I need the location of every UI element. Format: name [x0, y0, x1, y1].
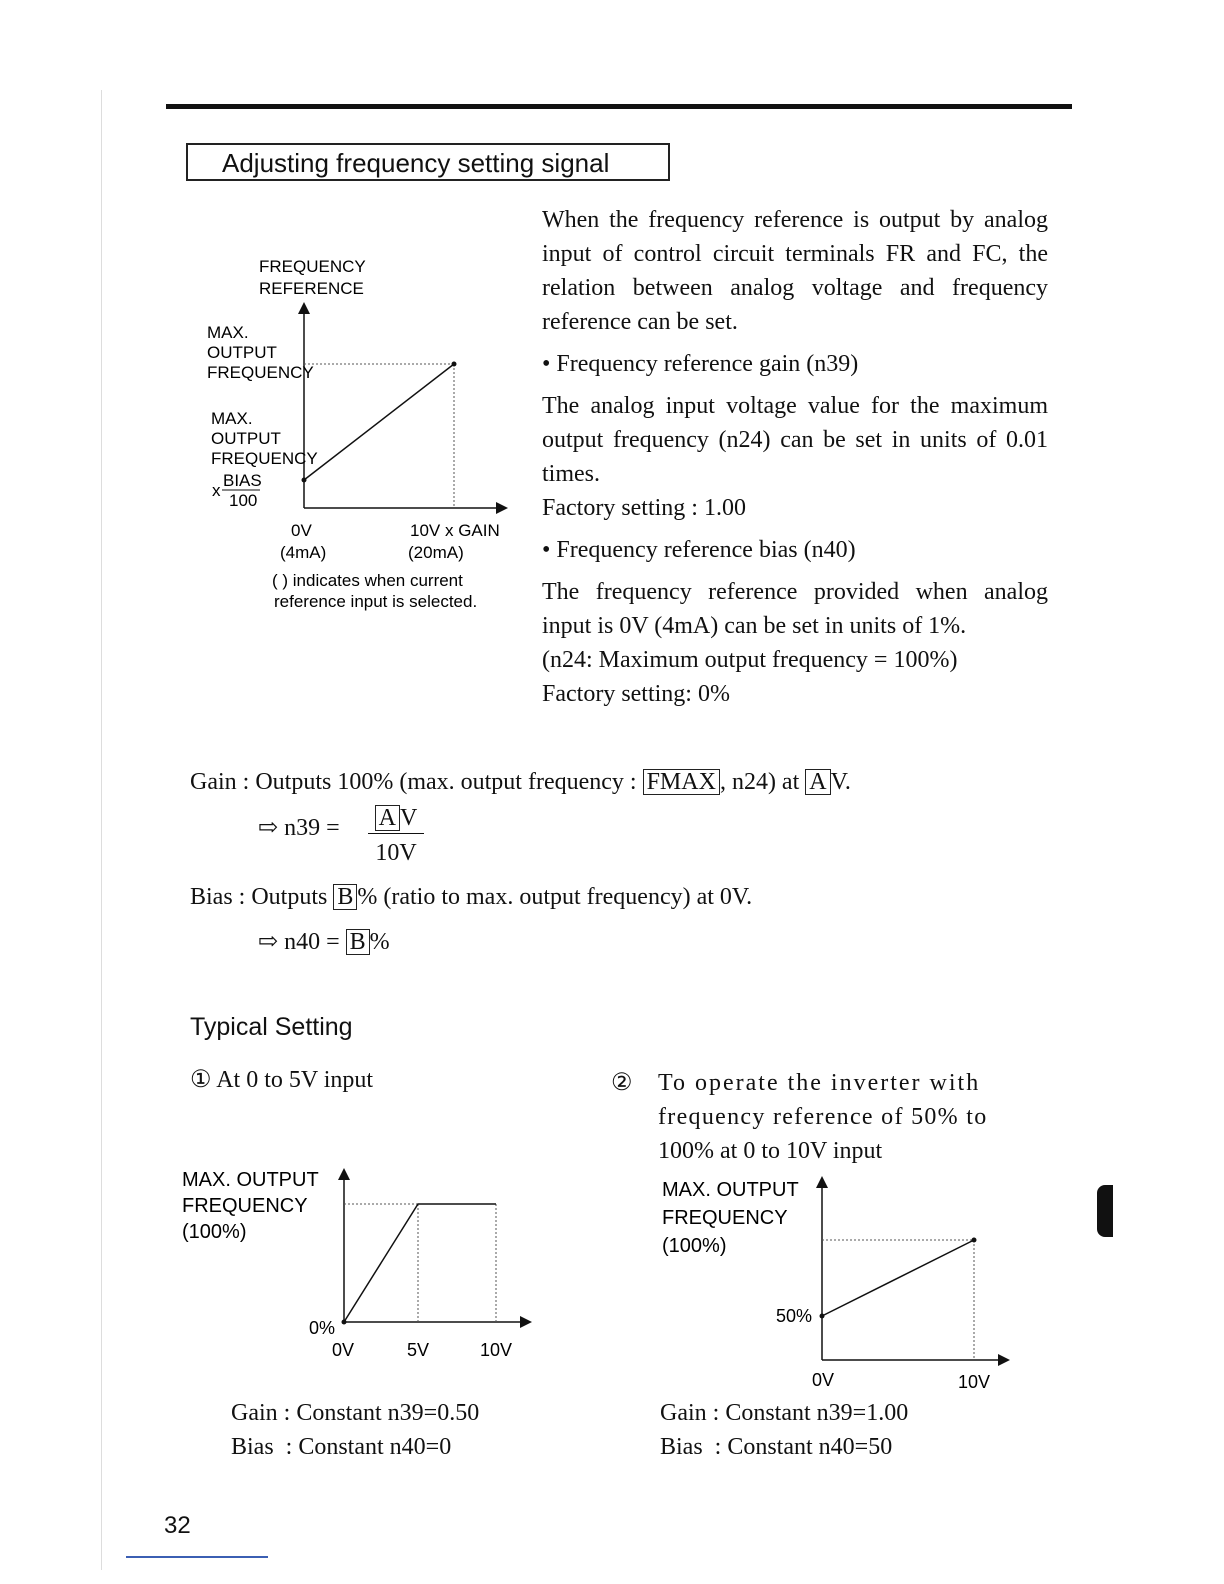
bottom-rule: [126, 1556, 268, 1558]
example-1-title: ① At 0 to 5V input: [190, 1067, 374, 1093]
typical-setting-heading: Typical Setting: [190, 1013, 353, 1041]
ex1-y-label-3: (100%): [182, 1221, 247, 1243]
max-label-3: FREQUENCY: [207, 363, 314, 382]
n39-formula: [258, 811, 340, 845]
intro-paragraph: When the frequency reference is output by analog input of control circuit terminals FR and FC, the relation between analog voltage and frequency reference can be set.: [542, 207, 1048, 335]
reference-line: [304, 364, 454, 480]
bias-formula-line: [190, 880, 752, 914]
y-axis-title-1: FREQUENCY: [259, 257, 366, 276]
n39-label: n39 =: [284, 815, 340, 841]
description-column: [542, 203, 1048, 711]
x-label-10v-gain: 10V x GAIN: [410, 521, 500, 540]
ex2-max-point: [972, 1238, 977, 1243]
ex2-bias-point: [820, 1314, 825, 1319]
example-2-title-line-3: 100% at 0 to 10V input: [658, 1138, 883, 1164]
example-2-title-line-1: To operate the inverter with: [658, 1070, 981, 1096]
gain-line-text-3: V.: [830, 769, 851, 795]
gain-line-text-2: , n24) at: [719, 769, 806, 795]
example-2-number: ②: [611, 1070, 633, 1096]
x-label-0v: 0V: [291, 521, 312, 540]
bias-bullet: • Frequency reference bias (n40): [542, 537, 856, 563]
n39-numerator: [368, 803, 424, 834]
bias-description: The frequency reference provided when analog input is 0V (4mA) can be set in units of 1%.: [542, 579, 1048, 639]
ex1-y-label-1: MAX. OUTPUT: [182, 1169, 319, 1191]
ex1-x2-label: 10V: [480, 1340, 513, 1360]
page-gutter-line: [101, 90, 102, 1570]
section-title: Adjusting frequency setting signal: [186, 143, 670, 181]
n39-a-box: A: [375, 805, 400, 831]
frequency-reference-diagram: [196, 246, 516, 626]
ex1-x1-label: 5V: [407, 1340, 430, 1360]
ex2-y-label-1: MAX. OUTPUT: [662, 1179, 799, 1201]
n40-b-box: B: [346, 929, 370, 955]
x-label-20ma: (20mA): [408, 543, 464, 562]
bias-factory-setting: Factory setting: 0%: [542, 681, 730, 707]
gain-factory-setting: Factory setting : 1.00: [542, 495, 746, 521]
n40-unit: %: [369, 929, 390, 955]
ex2-x0-label: 0V: [812, 1370, 835, 1390]
page-number: 32: [164, 1512, 191, 1539]
example-2-title-line-2: frequency reference of 50% to: [658, 1104, 988, 1130]
ex2-y0-label: 50%: [776, 1306, 813, 1326]
bias-label-1: MAX.: [211, 409, 253, 428]
current-note-1: ( ) indicates when current: [272, 571, 463, 590]
ex1-y0-label: 0%: [309, 1318, 336, 1338]
n40-label: n40 =: [284, 929, 340, 955]
ex2-y-label-2: FREQUENCY: [662, 1207, 788, 1229]
gain-bullet: • Frequency reference gain (n39): [542, 351, 859, 377]
chapter-tab-marker: [1097, 1185, 1113, 1237]
max-label-1: MAX.: [207, 323, 249, 342]
bias-label-2: OUTPUT: [211, 429, 281, 448]
y-axis-title-2: REFERENCE: [259, 279, 364, 298]
n39-numerator-unit: V: [400, 805, 418, 831]
gain-formula-line: [190, 765, 851, 799]
bias-note: (n24: Maximum output frequency = 100%): [542, 647, 958, 673]
max-point: [452, 362, 457, 367]
gain-line-text-1: Gain : Outputs 100% (max. output frequency :: [190, 769, 643, 795]
bias-point: [302, 478, 307, 483]
bias-line-text-1: Bias : Outputs: [190, 884, 334, 910]
gain-description: The analog input voltage value for the maximum output frequency (n24) can be set in units of 0.01 times.: [542, 393, 1048, 487]
bias-label-denominator: 100: [229, 491, 258, 510]
x-label-4ma: (4mA): [280, 543, 327, 562]
max-label-2: OUTPUT: [207, 343, 277, 362]
arrow-icon: ⇨: [258, 815, 279, 841]
bias-label-x: x: [212, 481, 221, 500]
bias-label-3: FREQUENCY: [211, 449, 318, 468]
ex2-reference-line: [822, 1240, 974, 1316]
current-note-2: reference input is selected.: [274, 592, 478, 611]
example-2-title: [658, 1066, 1048, 1168]
ex2-x1-label: 10V: [958, 1372, 991, 1392]
ex1-zero-point: [342, 1320, 347, 1325]
ex1-y-label-2: FREQUENCY: [182, 1195, 308, 1217]
bias-label-numerator: BIAS: [223, 471, 262, 490]
ex1-reference-line: [344, 1204, 496, 1322]
top-rule: [166, 104, 1072, 109]
a-box: A: [805, 769, 830, 795]
fmax-box: FMAX: [643, 769, 720, 795]
bias-line-text-2: % (ratio to max. output frequency) at 0V.: [357, 884, 753, 910]
n39-denominator: 10V: [375, 840, 417, 866]
arrow-icon-2: ⇨: [258, 929, 279, 955]
ex1-x0-label: 0V: [332, 1340, 355, 1360]
example-2-gain: Gain : Constant n39=1.00: [660, 1400, 909, 1426]
ex2-y-label-3: (100%): [662, 1235, 727, 1257]
example-1-chart: [176, 1160, 546, 1370]
example-1-gain: Gain : Constant n39=0.50: [231, 1400, 480, 1426]
example-2-bias: Bias : Constant n40=50: [660, 1434, 893, 1460]
example-1-bias: Bias : Constant n40=0: [231, 1434, 452, 1460]
n40-formula: [258, 925, 390, 959]
example-2-chart: [658, 1170, 1018, 1395]
b-box: B: [333, 884, 357, 910]
